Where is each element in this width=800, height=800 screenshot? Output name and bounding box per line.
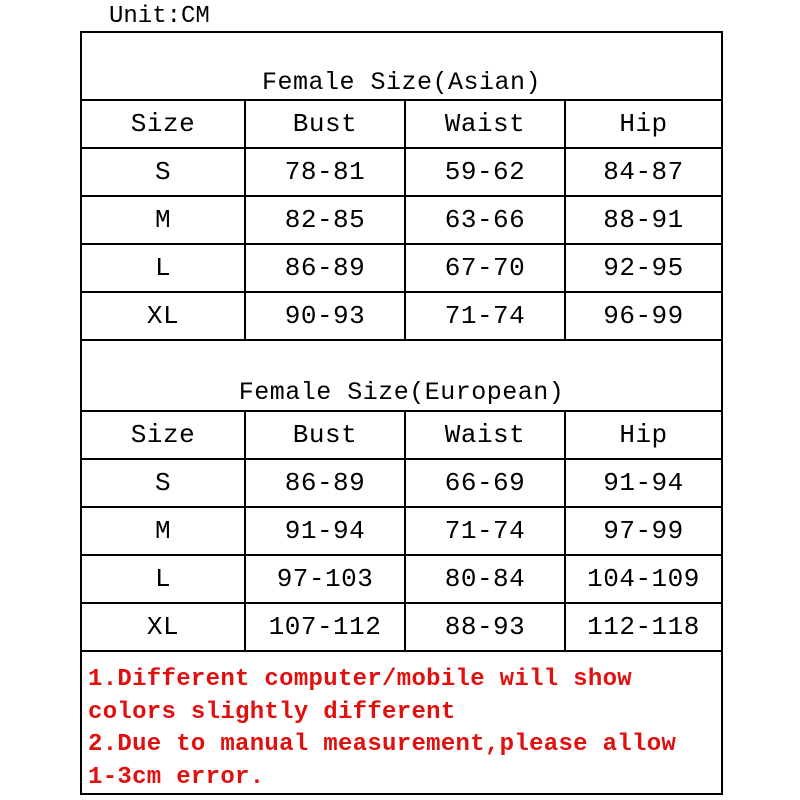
size-cell: XL bbox=[82, 292, 245, 340]
waist-cell: 71-74 bbox=[405, 292, 565, 340]
table-row bbox=[82, 196, 721, 244]
column-header-size: Size bbox=[82, 411, 245, 459]
table-row bbox=[82, 148, 721, 196]
bust-cell: 86-89 bbox=[245, 459, 405, 507]
size-cell: L bbox=[82, 244, 245, 292]
hip-cell: 84-87 bbox=[565, 148, 721, 196]
european-table-body bbox=[82, 411, 721, 651]
waist-cell: 71-74 bbox=[405, 507, 565, 555]
size-cell: S bbox=[82, 459, 245, 507]
asian-table-body bbox=[82, 100, 721, 340]
table-row bbox=[82, 292, 721, 340]
note-line: 2.Due to manual measurement,please allow bbox=[88, 731, 677, 758]
column-header-waist: Waist bbox=[405, 100, 565, 148]
asian-header-row bbox=[82, 100, 721, 148]
hip-cell: 92-95 bbox=[565, 244, 721, 292]
size-cell: S bbox=[82, 148, 245, 196]
table-row bbox=[82, 555, 721, 603]
european-header-row bbox=[82, 411, 721, 459]
bust-cell: 82-85 bbox=[245, 196, 405, 244]
column-header-hip: Hip bbox=[565, 100, 721, 148]
hip-cell: 88-91 bbox=[565, 196, 721, 244]
notes-block bbox=[88, 664, 718, 794]
unit-label: Unit:CM bbox=[109, 3, 210, 30]
table-row bbox=[82, 244, 721, 292]
waist-cell: 88-93 bbox=[405, 603, 565, 651]
bust-cell: 90-93 bbox=[245, 292, 405, 340]
waist-cell: 80-84 bbox=[405, 555, 565, 603]
waist-cell: 67-70 bbox=[405, 244, 565, 292]
table-row bbox=[82, 507, 721, 555]
waist-cell: 59-62 bbox=[405, 148, 565, 196]
table-row bbox=[82, 603, 721, 651]
waist-cell: 66-69 bbox=[405, 459, 565, 507]
hip-cell: 91-94 bbox=[565, 459, 721, 507]
bust-cell: 107-112 bbox=[245, 603, 405, 651]
column-header-bust: Bust bbox=[245, 411, 405, 459]
note-line: colors slightly different bbox=[88, 698, 456, 726]
size-cell: L bbox=[82, 555, 245, 603]
size-chart-frame bbox=[80, 31, 723, 795]
column-header-waist: Waist bbox=[405, 411, 565, 459]
note-line: 1-3cm error. bbox=[88, 763, 265, 791]
bust-cell: 86-89 bbox=[245, 244, 405, 292]
hip-cell: 97-99 bbox=[565, 507, 721, 555]
column-header-bust: Bust bbox=[245, 100, 405, 148]
asian-size-title: Female Size(Asian) bbox=[261, 68, 542, 97]
column-header-hip: Hip bbox=[565, 411, 721, 459]
bust-cell: 97-103 bbox=[245, 555, 405, 603]
hip-cell: 96-99 bbox=[565, 292, 721, 340]
asian-size-table bbox=[82, 99, 721, 341]
bust-cell: 78-81 bbox=[245, 148, 405, 196]
note-line: 1.Different computer/mobile will show bbox=[88, 666, 632, 693]
european-size-title: Female Size(European) bbox=[238, 378, 565, 407]
table-row bbox=[82, 459, 721, 507]
size-cell: M bbox=[82, 196, 245, 244]
bust-cell: 91-94 bbox=[245, 507, 405, 555]
hip-cell: 112-118 bbox=[565, 603, 721, 651]
waist-cell: 63-66 bbox=[405, 196, 565, 244]
european-size-table bbox=[82, 410, 721, 652]
hip-cell: 104-109 bbox=[565, 555, 721, 603]
size-cell: XL bbox=[82, 603, 245, 651]
size-cell: M bbox=[82, 507, 245, 555]
column-header-size: Size bbox=[82, 100, 245, 148]
